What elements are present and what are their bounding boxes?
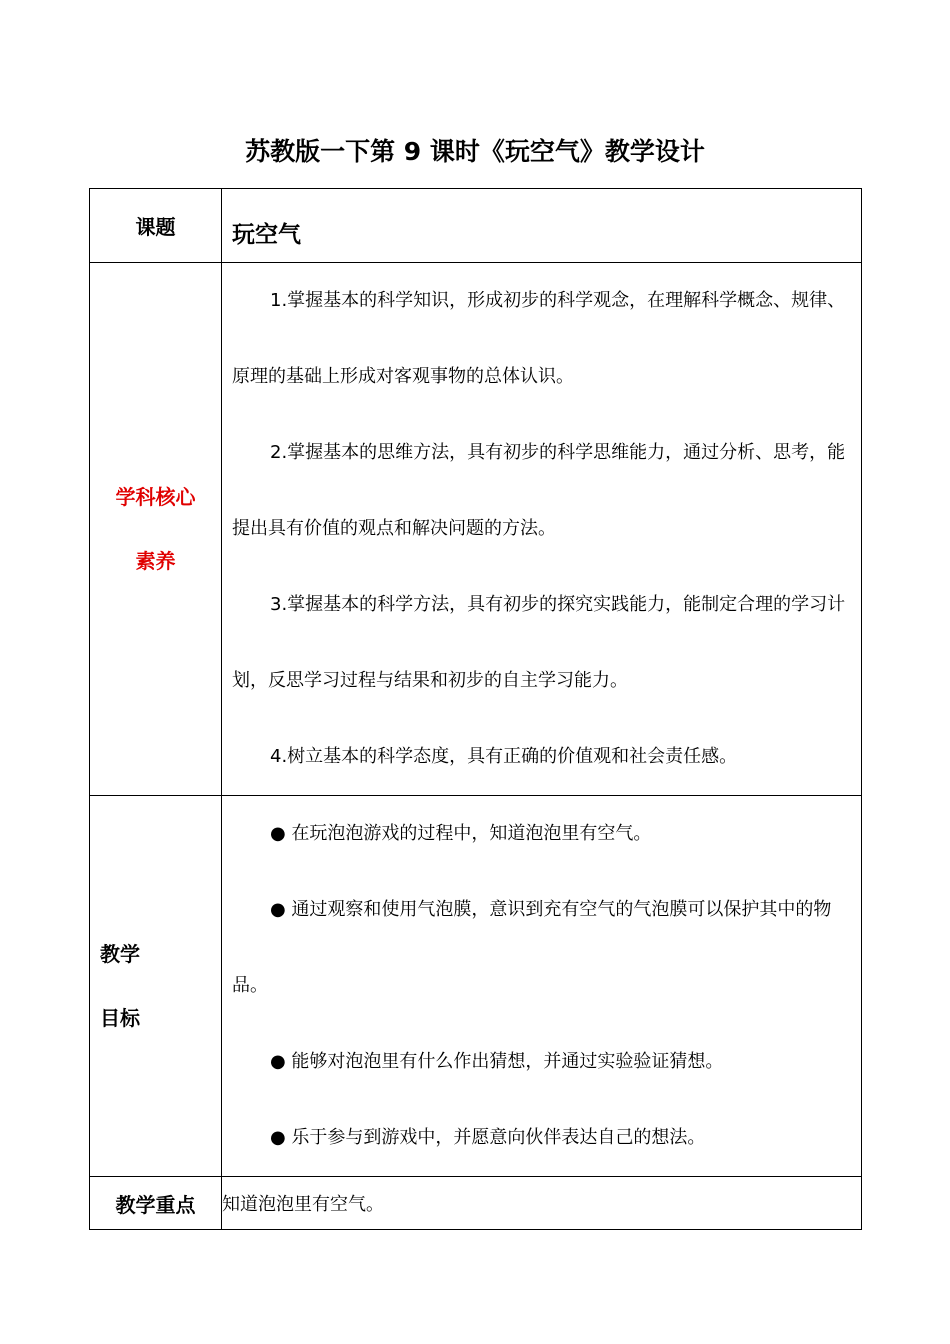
core-literacy-content	[222, 263, 862, 796]
core-literacy-label	[90, 263, 222, 796]
core-literacy-item: 3.掌握基本的科学方法，具有初步的探究实践能力，能制定合理的学习计划，反思学习过程与结果和初步的自主学习能力。	[232, 594, 846, 691]
key-point-label: 教学重点	[90, 1177, 222, 1230]
core-literacy-row	[90, 263, 862, 796]
teaching-goal-item: ● 乐于参与到游戏中，并愿意向伙伴表达自己的想法。	[270, 1127, 706, 1148]
teaching-goals-label-line1: 教学	[100, 942, 140, 966]
topic-cell	[222, 189, 862, 263]
key-point-row	[90, 1177, 862, 1230]
core-literacy-item: 2.掌握基本的思维方法，具有初步的科学思维能力，通过分析、思考，能提出具有价值的观点和解决问题的方法。	[232, 442, 846, 539]
teaching-goals-content	[222, 796, 862, 1177]
core-literacy-label-line2: 素养	[135, 549, 176, 573]
key-point-value: 知道泡泡里有空气。	[222, 1177, 862, 1230]
topic-row	[90, 189, 862, 263]
teaching-goal-item: ● 通过观察和使用气泡膜，意识到充有空气的气泡膜可以保护其中的物品。	[232, 899, 832, 996]
document-title: 苏教版一下第 9 课时《玩空气》教学设计	[245, 137, 705, 166]
teaching-goals-label-line2: 目标	[100, 1006, 140, 1030]
lesson-plan-table	[89, 188, 862, 1230]
teaching-goal-item: ● 在玩泡泡游戏的过程中，知道泡泡里有空气。	[270, 823, 652, 844]
core-literacy-item: 4.树立基本的科学态度，具有正确的价值观和社会责任感。	[270, 746, 738, 767]
core-literacy-label-line1: 学科核心	[115, 485, 196, 509]
topic-value: 玩空气	[232, 222, 301, 248]
topic-label: 课题	[90, 189, 222, 263]
teaching-goal-item: ● 能够对泡泡里有什么作出猜想，并通过实验验证猜想。	[270, 1051, 724, 1072]
teaching-goals-row	[90, 796, 862, 1177]
teaching-goals-label	[90, 796, 222, 1177]
core-literacy-item: 1.掌握基本的科学知识，形成初步的科学观念，在理解科学概念、规律、原理的基础上形成对客观事物的总体认识。	[232, 290, 846, 387]
